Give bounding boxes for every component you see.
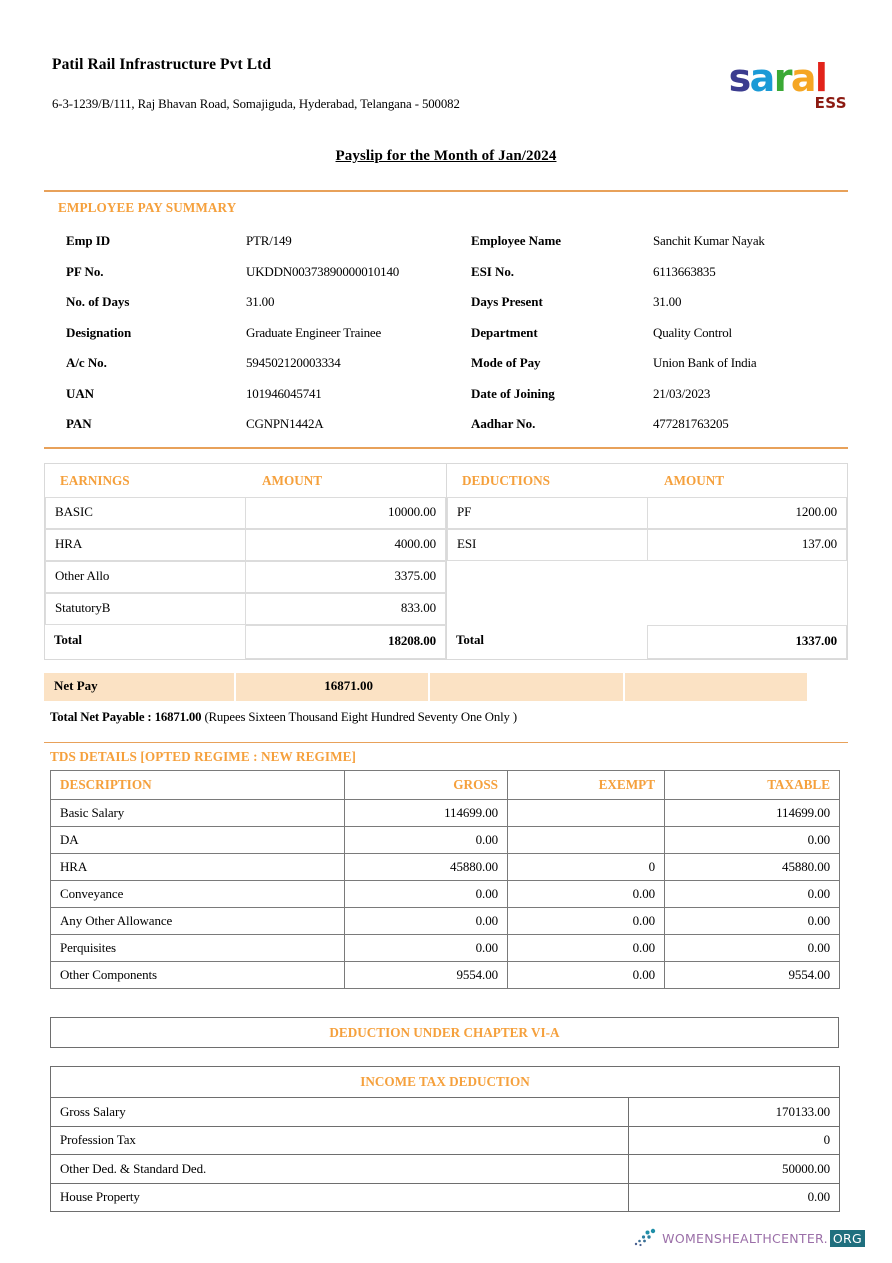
row-amount: 3375.00 <box>245 561 446 593</box>
tds-cell-taxable: 9554.00 <box>665 962 840 989</box>
tds-table <box>50 770 840 989</box>
tds-header-exempt: EXEMPT <box>508 771 665 800</box>
table-row <box>45 497 446 529</box>
table-row <box>45 561 446 593</box>
deductions-total-row <box>447 625 847 659</box>
deductions-rows <box>447 497 847 561</box>
row-description: PF <box>447 497 647 529</box>
employee-field-label: PF No. <box>66 263 104 279</box>
income-tax-cell-amount: 0 <box>629 1126 840 1155</box>
employee-field-label2: Mode of Pay <box>471 355 541 370</box>
earnings-total-label: Total <box>54 632 82 647</box>
net-pay-label: Net Pay <box>44 673 236 701</box>
table-row <box>51 800 840 827</box>
tds-cell-description: HRA <box>51 854 345 881</box>
row-amount: 833.00 <box>245 593 446 625</box>
table-row <box>51 962 840 989</box>
deductions-total-label: Total <box>456 632 484 647</box>
tds-cell-taxable: 0.00 <box>665 827 840 854</box>
tds-cell-taxable: 0.00 <box>665 935 840 962</box>
income-tax-cell-amount: 50000.00 <box>629 1155 840 1184</box>
employee-detail-row <box>66 416 846 447</box>
employee-field-label2: Days Present <box>471 294 543 309</box>
row-amount: 1200.00 <box>647 497 847 529</box>
tds-header-description: DESCRIPTION <box>51 771 345 800</box>
employee-field-value2: Sanchit Kumar Nayak <box>653 233 765 248</box>
employee-field-label2: Employee Name <box>471 233 561 248</box>
tds-cell-gross: 0.00 <box>345 827 508 854</box>
row-description: BASIC <box>45 497 245 529</box>
earnings-rows <box>45 497 446 625</box>
watermark-text: WOMENSHEALTHCENTER. <box>662 1230 828 1246</box>
employee-field-label: Emp ID <box>66 233 111 248</box>
watermark-org: ORG <box>830 1230 865 1247</box>
employee-field-value: CGNPN1442A <box>246 416 324 431</box>
employee-field-label2: Aadhar No. <box>471 416 536 431</box>
row-description: ESI <box>447 529 647 561</box>
deductions-total-amount: 1337.00 <box>647 625 847 659</box>
net-pay-bar <box>44 673 807 701</box>
table-row <box>51 1098 840 1127</box>
earnings-total-amount: 18208.00 <box>245 625 446 659</box>
employee-detail-row <box>66 386 846 417</box>
earnings-header-desc: EARNINGS <box>60 472 130 488</box>
net-pay-cell-4 <box>625 673 807 701</box>
employee-field-value: 594502120003334 <box>246 355 341 370</box>
employee-detail-row <box>66 264 846 295</box>
employee-field-value2: 31.00 <box>653 294 682 309</box>
deductions-spacer-row <box>447 561 847 593</box>
row-amount: 137.00 <box>647 529 847 561</box>
employee-detail-row <box>66 233 846 264</box>
table-row <box>51 908 840 935</box>
employee-field-value2: 477281763205 <box>653 416 729 431</box>
deductions-header-row <box>447 464 847 497</box>
income-tax-cell-description: House Property <box>51 1183 629 1212</box>
tds-cell-exempt <box>508 800 665 827</box>
logo-subtext: ESS <box>814 94 847 112</box>
page-title: Payslip for the Month of Jan/2024 <box>335 148 557 164</box>
section-title-employee-summary: EMPLOYEE PAY SUMMARY <box>58 200 237 215</box>
earnings-total-row <box>45 625 446 659</box>
tds-table-body <box>51 800 840 989</box>
logo-letter-a2: a <box>790 56 815 100</box>
tds-cell-exempt: 0.00 <box>508 935 665 962</box>
total-net-payable-words: (Rupees Sixteen Thousand Eight Hundred Seventy One Only ) <box>204 710 517 724</box>
income-tax-table <box>50 1066 840 1212</box>
tds-cell-description: Other Components <box>51 962 345 989</box>
tds-cell-gross: 9554.00 <box>345 962 508 989</box>
tds-header-taxable: TAXABLE <box>665 771 840 800</box>
earnings-block <box>44 463 446 660</box>
tds-cell-description: Basic Salary <box>51 800 345 827</box>
saral-ess-logo <box>710 58 845 114</box>
income-tax-cell-description: Profession Tax <box>51 1126 629 1155</box>
employee-field-value: 101946045741 <box>246 385 322 401</box>
employee-field-value2: 6113663835 <box>653 263 716 279</box>
employee-field-value2: 21/03/2023 <box>653 385 711 401</box>
deductions-spacer-row <box>447 593 847 625</box>
table-row <box>51 854 840 881</box>
tds-cell-taxable: 114699.00 <box>665 800 840 827</box>
company-header <box>52 56 672 112</box>
tds-cell-gross: 0.00 <box>345 881 508 908</box>
tds-cell-exempt: 0.00 <box>508 962 665 989</box>
dots-icon <box>633 1228 659 1248</box>
section-title-tds: TDS DETAILS [OPTED REGIME : NEW REGIME] <box>50 749 357 764</box>
row-amount: 10000.00 <box>245 497 446 529</box>
row-amount: 4000.00 <box>245 529 446 561</box>
tds-cell-exempt: 0.00 <box>508 908 665 935</box>
tds-cell-taxable: 0.00 <box>665 881 840 908</box>
table-row <box>447 529 847 561</box>
employee-field-label2: Department <box>471 324 538 340</box>
income-tax-header-row <box>51 1067 840 1098</box>
deductions-block <box>446 463 848 660</box>
total-net-payable <box>50 710 517 725</box>
employee-field-label2: ESI No. <box>471 263 514 279</box>
income-tax-cell-amount: 170133.00 <box>629 1098 840 1127</box>
employee-field-value2: Quality Control <box>653 324 732 340</box>
employee-field-value2: Union Bank of India <box>653 355 757 370</box>
income-tax-body <box>51 1098 840 1212</box>
employee-field-label: UAN <box>66 385 95 401</box>
table-row <box>51 827 840 854</box>
income-tax-cell-description: Other Ded. & Standard Ded. <box>51 1155 629 1184</box>
tds-cell-gross: 114699.00 <box>345 800 508 827</box>
tds-cell-description: DA <box>51 827 345 854</box>
employee-details-grid <box>66 233 846 447</box>
earnings-deductions-wrap <box>44 463 848 660</box>
logo-wordmark <box>710 58 845 98</box>
net-pay-cell-3 <box>430 673 625 701</box>
logo-letter-a1: a <box>749 56 774 100</box>
company-name: Patil Rail Infrastructure Pvt Ltd <box>52 56 272 73</box>
employee-field-label: PAN <box>66 416 92 431</box>
total-net-payable-label: Total Net Payable : 16871.00 <box>50 710 202 724</box>
employee-detail-row <box>66 325 846 356</box>
employee-detail-row <box>66 294 846 325</box>
earnings-header-amount: AMOUNT <box>262 472 323 488</box>
logo-letter-s: s <box>728 56 750 100</box>
table-row <box>45 529 446 561</box>
tds-cell-exempt: 0 <box>508 854 665 881</box>
table-row <box>447 497 847 529</box>
row-description: HRA <box>45 529 245 561</box>
tds-cell-exempt: 0.00 <box>508 881 665 908</box>
tds-cell-description: Any Other Allowance <box>51 908 345 935</box>
footer-watermark <box>633 1225 865 1251</box>
tds-header-gross: GROSS <box>345 771 508 800</box>
net-pay-amount: 16871.00 <box>236 673 430 701</box>
employee-field-value: 31.00 <box>246 294 275 309</box>
employee-field-label: No. of Days <box>66 294 130 309</box>
deductions-header-amount: AMOUNT <box>664 472 725 488</box>
deductions-header-desc: DEDUCTIONS <box>462 472 550 488</box>
earnings-header-row <box>45 464 446 497</box>
employee-field-label: Designation <box>66 324 132 340</box>
tds-cell-description: Perquisites <box>51 935 345 962</box>
tds-cell-gross: 0.00 <box>345 908 508 935</box>
chapter-via-banner: DEDUCTION UNDER CHAPTER VI-A <box>50 1017 839 1048</box>
logo-letter-l: l <box>814 56 827 100</box>
income-tax-header: INCOME TAX DEDUCTION <box>51 1067 840 1098</box>
logo-letter-r: r <box>773 56 791 100</box>
table-row <box>51 1155 840 1184</box>
employee-field-value: UKDDN00373890000010140 <box>246 263 400 279</box>
row-description: StatutoryB <box>45 593 245 625</box>
tds-cell-exempt <box>508 827 665 854</box>
tds-cell-gross: 0.00 <box>345 935 508 962</box>
row-description: Other Allo <box>45 561 245 593</box>
income-tax-cell-description: Gross Salary <box>51 1098 629 1127</box>
table-row <box>45 593 446 625</box>
tds-cell-taxable: 0.00 <box>665 908 840 935</box>
employee-field-label2: Date of Joining <box>471 385 555 401</box>
tds-header-row <box>51 771 840 800</box>
divider-employee-bottom <box>44 447 848 449</box>
tds-cell-gross: 45880.00 <box>345 854 508 881</box>
divider-top <box>44 190 848 192</box>
table-row <box>51 1126 840 1155</box>
tds-cell-taxable: 45880.00 <box>665 854 840 881</box>
company-address: 6-3-1239/B/111, Raj Bhavan Road, Somajiguda, Hyderabad, Telangana - 500082 <box>52 96 460 111</box>
employee-detail-row <box>66 355 846 386</box>
table-row <box>51 935 840 962</box>
employee-field-value: Graduate Engineer Trainee <box>246 324 382 340</box>
income-tax-cell-amount: 0.00 <box>629 1183 840 1212</box>
divider-tds <box>44 742 848 743</box>
table-row <box>51 881 840 908</box>
employee-field-label: A/c No. <box>66 355 107 370</box>
table-row <box>51 1183 840 1212</box>
tds-cell-description: Conveyance <box>51 881 345 908</box>
employee-field-value: PTR/149 <box>246 233 292 248</box>
